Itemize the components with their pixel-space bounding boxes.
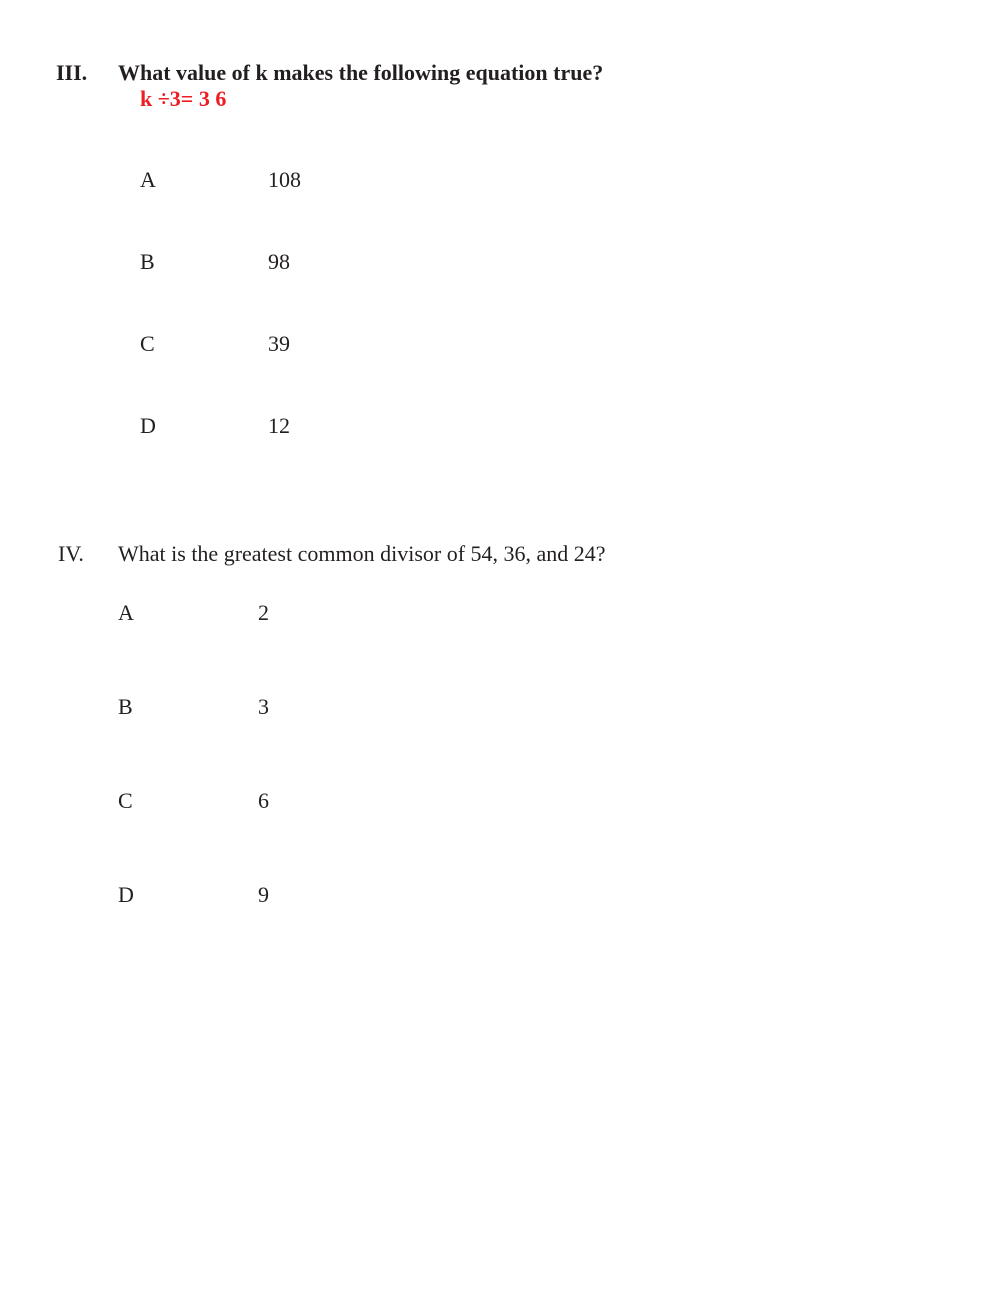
option-value: 12 (268, 413, 290, 438)
option-value: 3 (258, 694, 269, 719)
option-value: 9 (258, 882, 269, 907)
question-number: IV. (58, 541, 84, 566)
option-value: 108 (268, 167, 301, 192)
option-letter: B (118, 694, 133, 719)
option-value: 98 (268, 249, 290, 274)
option-letter: B (140, 249, 155, 274)
question-prompt: What value of k makes the following equation true? (118, 60, 604, 85)
option-letter: C (118, 788, 133, 813)
equation: k ÷3= 3 6 (140, 86, 227, 111)
option-letter: D (118, 882, 134, 907)
question-prompt: What is the greatest common divisor of 54, 36, and 24? (118, 541, 606, 566)
question-number: III. (56, 60, 88, 85)
option-letter: D (140, 413, 156, 438)
option-letter: A (118, 600, 134, 625)
option-value: 39 (268, 331, 290, 356)
option-value: 2 (258, 600, 269, 625)
option-letter: A (140, 167, 156, 192)
option-letter: C (140, 331, 155, 356)
option-value: 6 (258, 788, 269, 813)
